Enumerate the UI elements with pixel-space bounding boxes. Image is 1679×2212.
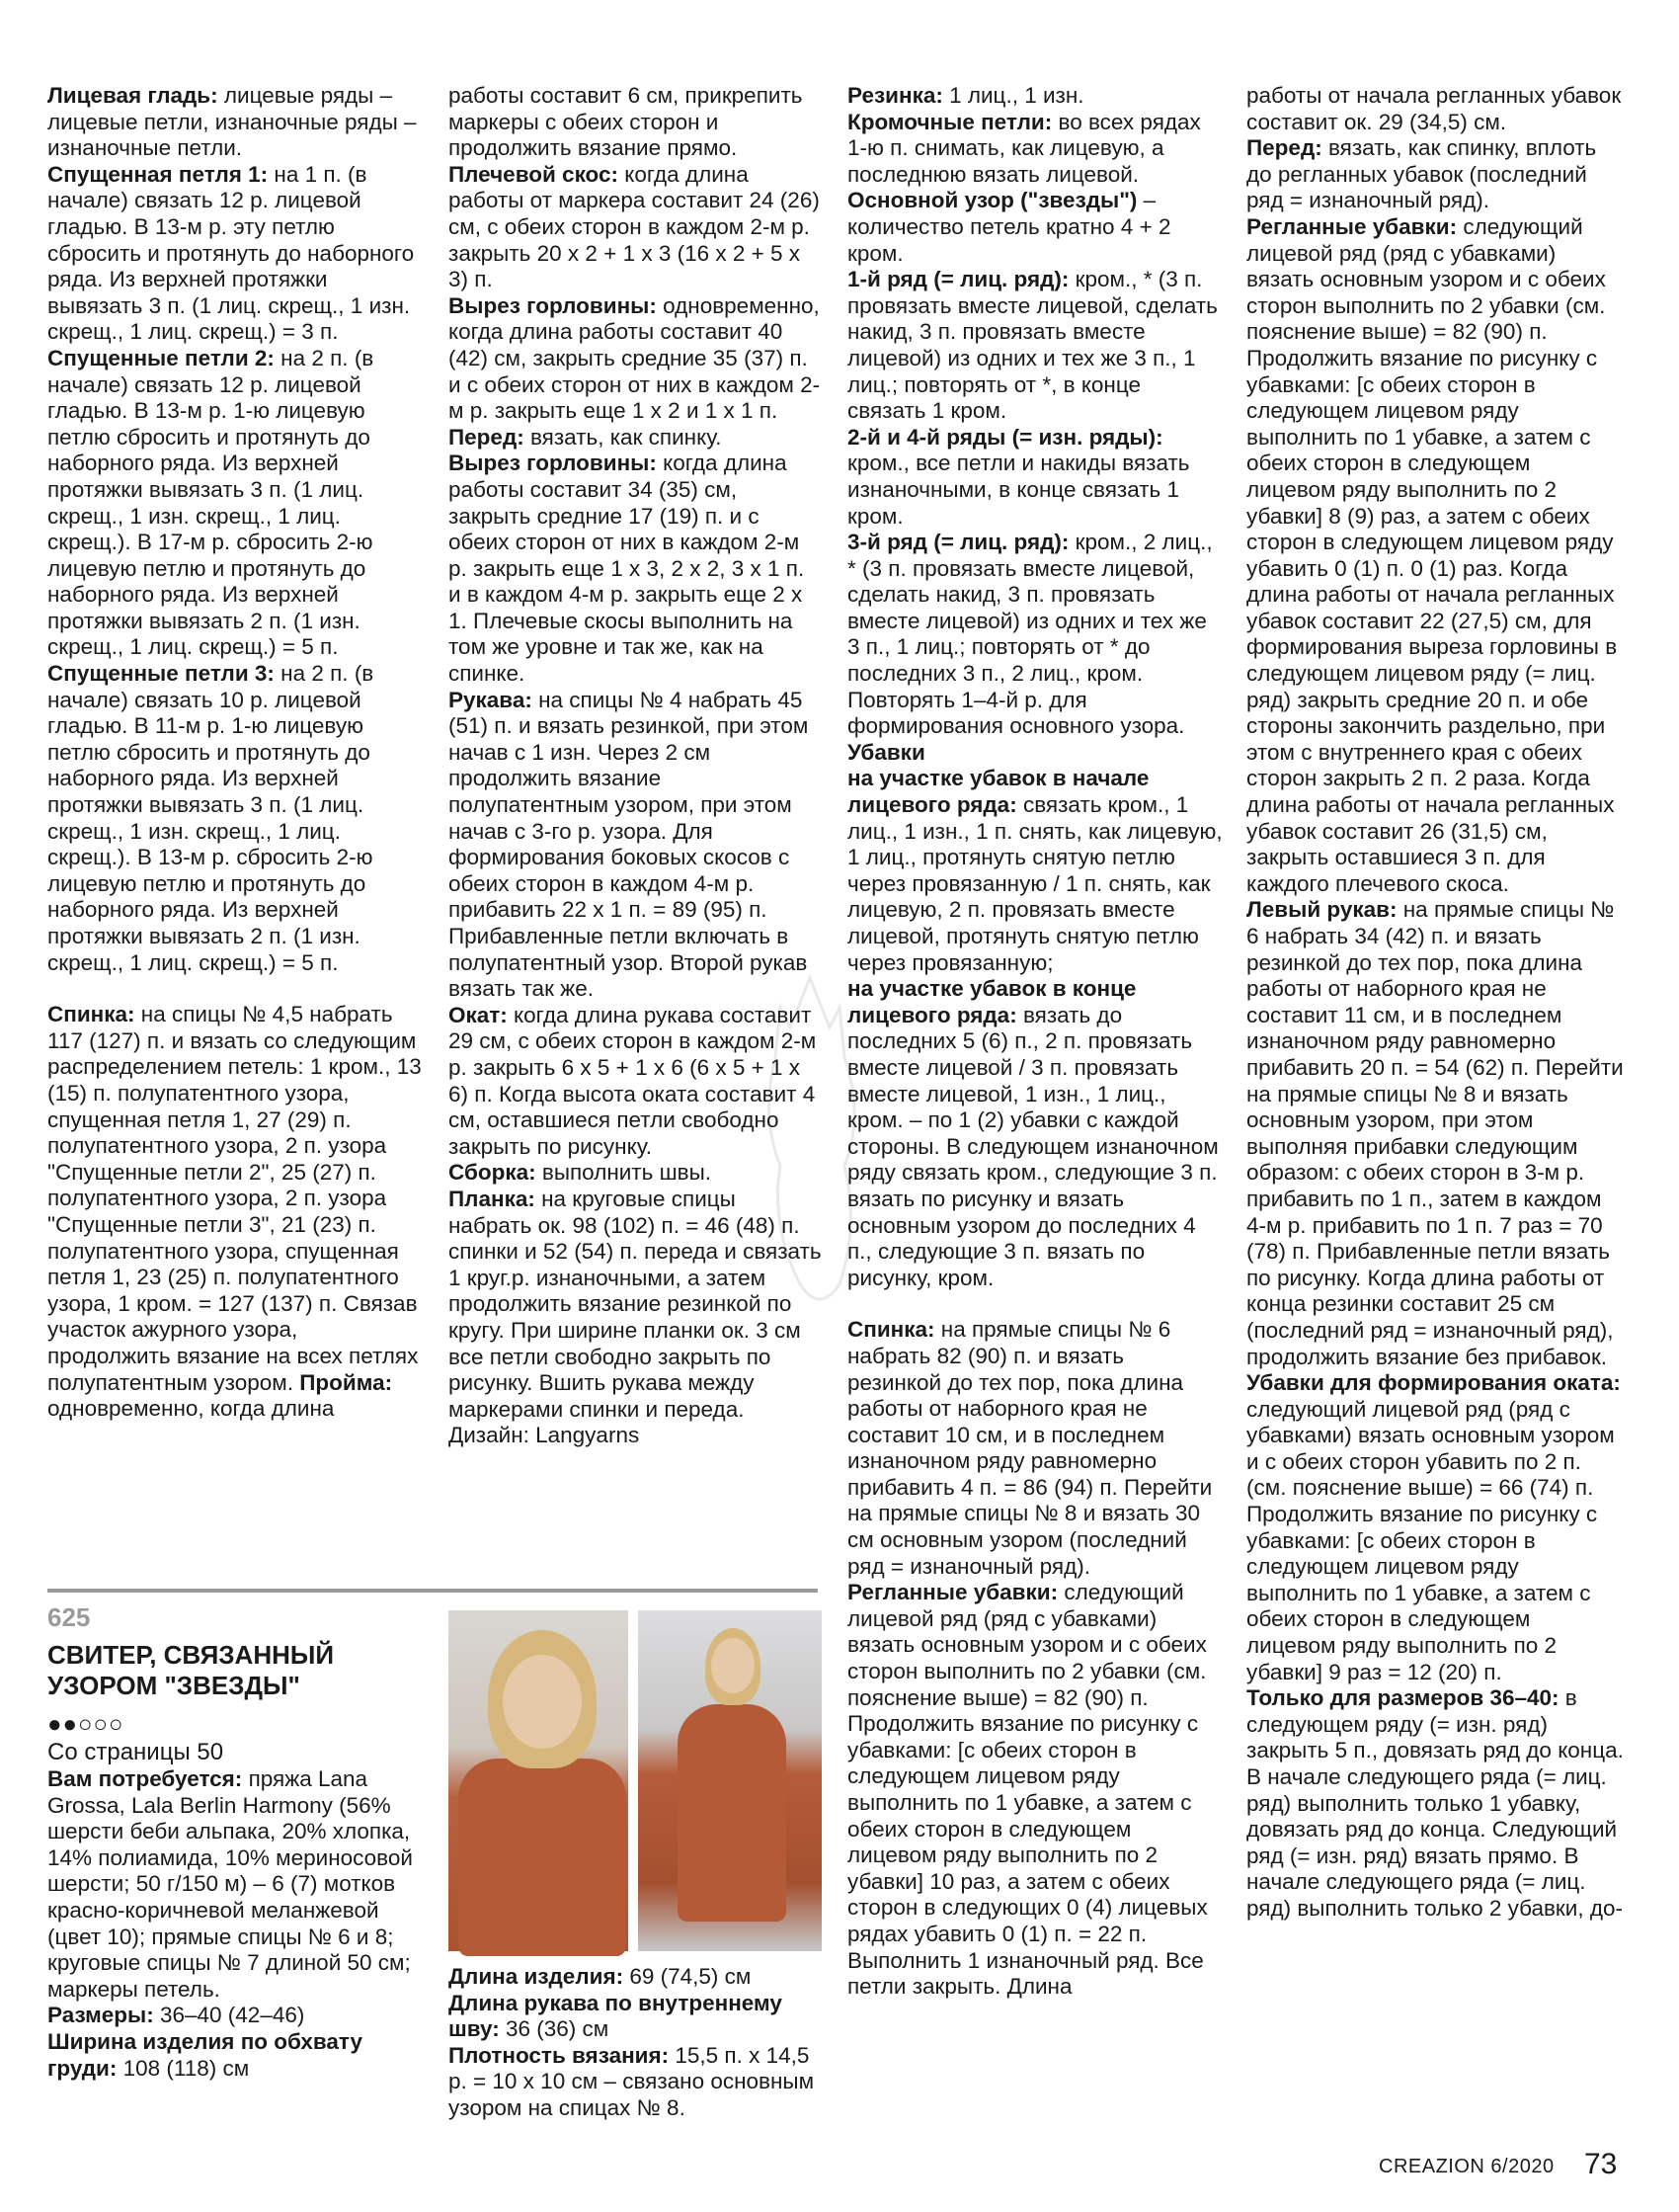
paragraph: Регланные убавки: следующий лицевой ряд (ряд с убавками) вязать основным узором и с обеих сторон выполнить по 2 убавки (см. пояснение выше) = 82 (90) п. Продолжить вязание по рисунку с убавками: [с обеих сторон в следующем лицевом ряду выполнить по 1 убавке, а затем с обеих сторон в следующем лицевом ряду выполнить по 2 убавки] 8 (9) раз, а затем с обеих сторон в следующем лицевом ряду убавить 0 (1) п. 0 (1) раз. Когда длина работы от начала регланных убавок составит 22 (27,5) см, для формирования выреза горловины в следующем лицевом ряду (= лиц. ряд) закрыть средние 20 п. и обе стороны закончить раздельно, при этом с внутреннего края с обеих сторон закрыть 2 п. 2 раза. Когда длина работы от начала регланных убавок составит 26 (31,5) см, закрыть оставшиеся 3 п. для каждого плечевого скоса.	[1246, 213, 1618, 896]
pattern-title: СВИТЕР, СВЯЗАННЫЙ УЗОРОМ "ЗВЕЗДЫ"	[47, 1640, 335, 1700]
text-column-1	[47, 83, 423, 1423]
sweater-photo-full	[638, 1610, 822, 1951]
paragraph: Вырез горловины: когда длина работы составит 34 (35) см, закрыть средние 17 (19) п. и с обеих сторон от них в каждом 2-м р. закрыть еще 1 х 3, 2 х 2, 3 х 1 п. и в каждом 4-м р. закрыть еще 2 х 1. Плечевые скосы выполнить на том же уровне и так же, как на спинке.	[448, 451, 805, 687]
paragraph: Основной узор ("звезды") – количество петель кратно 4 + 2 кром.	[847, 188, 1171, 266]
paragraph: Левый рукав: на прямые спицы № 6 набрать 34 (42) п. и вязать резинкой до тех пор, пока длина работы от наборного края не составит 11 см, и в последнем изнаночном ряду равномерно прибавить 20 п. = 54 (62) п. Перейти на прямые спицы № 8 и вязать основным узором, при этом выполняя прибавки следующим образом: с обеих сторон в 3-м р. прибавить по 1 п., затем в каждом 4-м р. прибавить по 1 п. 7 раз = 70 (78) п. Прибавленные петли вязать по рисунку. Когда длина работы от конца резинки составит 25 см (последний ряд = изнаночный ряд), продолжить вязание без прибавок.	[1246, 897, 1624, 1369]
pattern-number: 625	[47, 1602, 91, 1632]
paragraph: Убавки для формирования оката: следующий лицевой ряд (ряд с убавками) вязать основным узором и с обеих сторон убавить по 2 п. (см. пояснение выше) = 66 (74) п. Продолжить вязание по рисунку с убавками: [с обеих сторон в следующем лицевом ряду выполнить по 1 убавке, а затем с обеих сторон в следующем лицевом ряду выполнить по 2 убавки] 9 раз = 12 (20) п.	[1246, 1370, 1621, 1684]
text-column-4	[1246, 83, 1624, 1923]
subheading: Убавки	[847, 739, 925, 765]
difficulty-rating: ●●○○○	[47, 1711, 124, 1738]
materials: Вам потребуется: пряжа Lana Grossa, Lala Berlin Harmony (56% шерсти беби альпака, 20% хлопка, 14% полиамида, 10% мериносовой шерсти; 50 г/150 м) – 6 (7) мотков красно-коричневой меланжевой (цвет 10); прямые спицы № 6 и 8; круговые спицы № 7 длиной 50 см; маркеры петель.	[47, 1766, 413, 2002]
garment-length: Длина изделия: 69 (74,5) см	[448, 1964, 752, 1989]
paragraph: Спущенная петля 1: на 1 п. (в начале) связать 12 р. лицевой гладью. В 13-м р. эту петлю сбросить и протянуть до наборного ряда. Из верхней протяжки вывязать 3 п. (1 лиц. скрещ., 1 изн. скрещ., 1 лиц. скрещ.) = 3 п.	[47, 161, 415, 345]
paragraph: Лицевая гладь: лицевые ряды – лицевые петли, изнаночные ряды – изнаночные петли.	[47, 83, 417, 161]
paragraph: Перед: вязать, как спинку, вплоть до регланных убавок (последний ряд = изнаночный ряд).	[1246, 135, 1597, 213]
from-page-note: Со страницы 50	[47, 1739, 224, 1765]
paragraph: Плечевой скос: когда длина работы от маркера составит 24 (26) см, с обеих сторон в каждом 2-м р. закрыть 20 х 2 + 1 х 3 (16 х 2 + 5 х 3) п.	[448, 161, 820, 292]
text-column-3	[847, 83, 1223, 2001]
paragraph: Кромочные петли: во всех рядах 1-ю п. снимать, как лицевую, а последнюю вязать лицевой.	[847, 109, 1201, 187]
paragraph: 1-й ряд (= лиц. ряд): кром., * (3 п. провязать вместе лицевой, сделать накид, 3 п. провязать вместе лицевой) из одних и тех же 3 п., 1 лиц.; повторять от *, в конце связать 1 кром.	[847, 267, 1218, 424]
paragraph: на участке убавок в начале лицевого ряда: связать кром., 1 лиц., 1 изн., 1 п. снять, как лицевую, 1 лиц., протянуть снятую петлю через провязанную / 1 п. снять, как лицевую, 2 п. провязать вместе лицевой, протянуть снятую петлю через провязанную;	[847, 766, 1223, 975]
paragraph: работы от начала регланных убавок составит ок. 29 (34,5) см.	[1246, 83, 1622, 134]
paragraph: Спинка: на спицы № 4,5 набрать 117 (127) п. и вязать со следующим распределением петель: 1 кром., 13 (15) п. полупатентного узора, спущенная петля 1, 27 (29) п. полупатентного узора, 2 п. узора "Спущенные петли 2", 25 (27) п. полупатентного узора, 2 п. узора "Спущенные петли 3", 21 (23) п. полупатентного узора, спущенная петля 1, 23 (25) п. полупатентного узора, 1 кром. = 127 (137) п. Связав участок ажурного узора, продолжить вязание на всех петлях полупатентным узором. Пройма: одновременно, когда длина	[47, 1002, 422, 1422]
paragraph: Спинка: на прямые спицы № 6 набрать 82 (90) п. и вязать резинкой до тех пор, пока длина работы от наборного края не составит 10 см, и в последнем изнаночном ряду равномерно прибавить 4 п. = 86 (94) п. Перейти на прямые спицы № 8 и вязать 30 см основным узором (последний ряд = изнаночный ряд).	[847, 1317, 1213, 1579]
paragraph: Сборка: выполнить швы.	[448, 1160, 712, 1186]
pattern-info	[47, 1739, 423, 2082]
section-divider	[47, 1589, 818, 1593]
paragraph: Только для размеров 36–40: в следующем ряду (= изн. ряд) закрыть 5 п., довязать ряд до конца. В начале следующего ряда (= лиц. ряд) выполнить только 1 убавку, довязать ряд до конца. Следующий ряд (= изн. ряд) вязать прямо. В начале следующего ряда (= лиц. ряд) выполнить только 2 убавки, до-	[1246, 1685, 1624, 1921]
gauge: Плотность вязания: 15,5 п. х 14,5 р. = 10 х 10 см – связано основным узором на спицах № 8.	[448, 2042, 815, 2120]
sizes: Размеры: 36–40 (42–46)	[47, 2003, 305, 2028]
sleeve-length: Длина рукава по внутреннему шву: 36 (36) см	[448, 1990, 782, 2042]
designer-credit: Дизайн: Langyarns	[448, 1423, 640, 1448]
paragraph: Спущенные петли 2: на 2 п. (в начале) связать 12 р. лицевой гладью. В 13-м р. 1-ю лицевую петлю сбросить и протянуть до наборного ряда. Из верхней протяжки вывязать 3 п. (1 лиц. скрещ., 1 изн. скрещ., 1 лиц. скрещ.). В 17-м р. сбросить 2-ю лицевую петлю и протянуть до наборного ряда. Из верхней протяжки вывязать 2 п. (1 изн. скрещ., 1 лиц. скрещ.) = 5 п.	[47, 345, 374, 660]
magazine-footer: CREAZION 6/2020	[1379, 2156, 1555, 2177]
sweater-photo-front	[448, 1610, 628, 1951]
page-number: 73	[1584, 2148, 1618, 2180]
paragraph: Окат: когда длина рукава составит 29 см, с обеих сторон в каждом 2-м р. закрыть 6 х 5 + 1 х 6 (6 х 5 + 1 х 6) п. Когда высота оката составит 4 см, оставшиеся петли свободно закрыть по рисунку.	[448, 1002, 817, 1159]
paragraph: Рукава: на спицы № 4 набрать 45 (51) п. и вязать резинкой, при этом начав с 1 изн. Через 2 см продолжить вязание полупатентным узором, при этом начав с 3-го р. узора. Для формирования боковых скосов с обеих сторон в каждом 4-м р. прибавить 22 х 1 п. = 89 (95) п. Прибавленные петли включать в полупатентный узор. Второй рукав вязать так же.	[448, 687, 809, 1002]
paragraph: Планка: на круговые спицы набрать ок. 98 (102) п. = 46 (48) п. спинки и 52 (54) п. переда и связать 1 круг.р. изнаночными, а затем продолжить вязание резинкой по кругу. При ширине планки ок. 3 см все петли свободно закрыть по рисунку. Вшить рукава между маркерами спинки и переда.	[448, 1186, 822, 1422]
chest-width: Ширина изделия по обхвату груди: 108 (118) см	[47, 2028, 363, 2081]
paragraph: работы составит 6 см, прикрепить маркеры с обеих сторон и продолжить вязание прямо.	[448, 83, 803, 161]
paragraph: 3-й ряд (= лиц. ряд): кром., 2 лиц., * (3 п. провязать вместе лицевой, сделать накид, 3 п. провязать вместе лицевой) из одних и тех же 3 п., 1 лиц.; повторять от * до последних 3 п., 2 лиц., кром.	[847, 530, 1213, 687]
paragraph: Регланные убавки: следующий лицевой ряд (ряд с убавками) вязать основным узором и с обеих сторон выполнить по 2 убавки (см. пояснение выше) = 82 (90) п. Продолжить вязание по рисунку с убавками: [с обеих сторон в следующем лицевом ряду выполнить по 1 убавке, а затем с обеих сторон в следующем лицевом ряду выполнить по 2 убавки] 10 раз, а затем с обеих сторон в следующих 0 (4) лицевых рядах убавить 0 (1) п. = 22 п. Выполнить 1 изнаночный ряд. Все петли закрыть. Длина	[847, 1580, 1208, 2000]
paragraph: Резинка: 1 лиц., 1 изн.	[847, 83, 1084, 108]
paragraph: на участке убавок в конце лицевого ряда: вязать до последних 5 (6) п., 2 п. провязать вместе лицевой / 3 п. провязать вместе лицевой, 1 изн., 1 лиц., кром. – по 1 (2) убавки с каждой стороны. В следующем изнаночном ряду связать кром., следующие 3 п. вязать по рисунку и вязать основным узором до последних 4 п., следующие 3 п. вязать по рисунку, кром.	[847, 976, 1219, 1290]
pattern-measurements	[448, 1964, 824, 2122]
paragraph: Повторять 1–4-й р. для формирования основного узора.	[847, 687, 1185, 739]
paragraph: 2-й и 4-й ряды (= изн. ряды): кром., все петли и накиды вязать изнаночными, в конце связать 1 кром.	[847, 424, 1190, 529]
paragraph: Вырез горловины: одновременно, когда длина работы составит 40 (42) см, закрыть средние 35 (37) п. и с обеих сторон от них в каждом 2-м р. закрыть еще 1 х 2 и 1 х 1 п.	[448, 292, 821, 424]
paragraph: Спущенные петли 3: на 2 п. (в начале) связать 10 р. лицевой гладью. В 11-м р. 1-ю лицевую петлю сбросить и протянуть до наборного ряда. Из верхней протяжки вывязать 3 п. (1 лиц. скрещ., 1 изн. скрещ., 1 лиц. скрещ.). В 13-м р. сбросить 2-ю лицевую петлю и протянуть до наборного ряда. Из верхней протяжки вывязать 2 п. (1 изн. скрещ., 1 лиц. скрещ.) = 5 п.	[47, 661, 374, 975]
paragraph: Перед: вязать, как спинку.	[448, 424, 722, 450]
